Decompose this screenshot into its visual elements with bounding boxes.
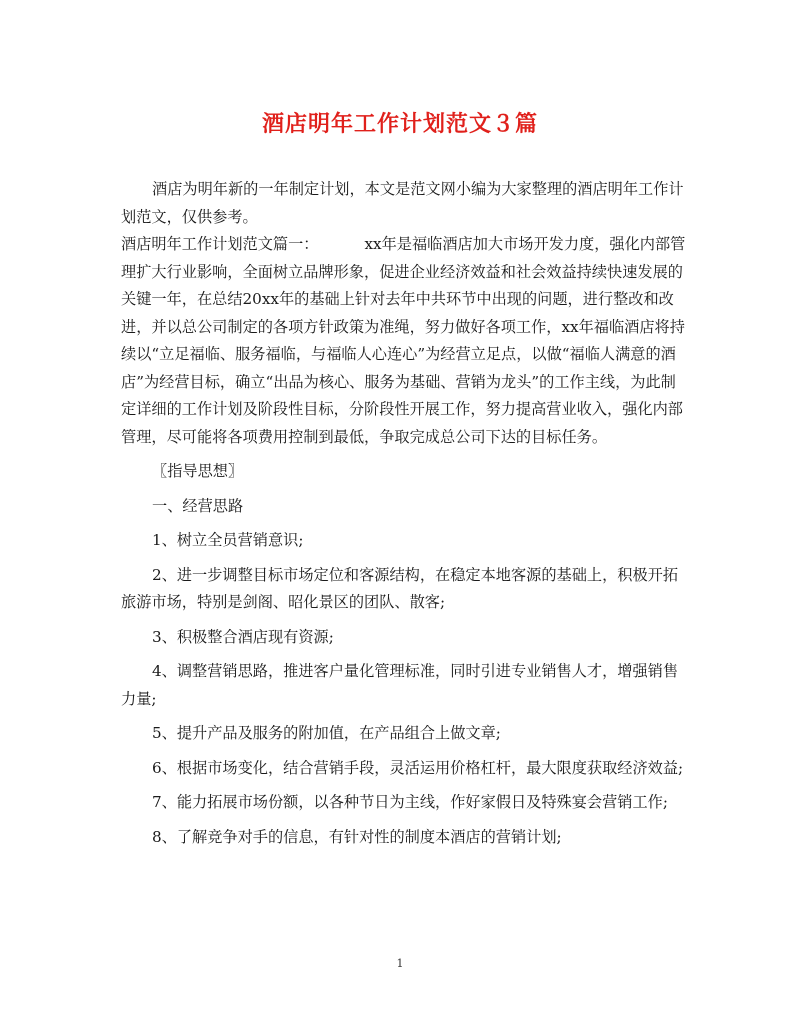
part-one-heading: 一、经营思路 [152, 496, 244, 515]
section-one-heading: 酒店明年工作计划范文篇一： [121, 235, 319, 253]
list-item: 5、提升产品及服务的附加值，在产品组合上做文章; [152, 724, 501, 742]
list-item: 6、根据市场变化，结合营销手段，灵活运用价格杠杆，最大限度获取经济效益; [152, 758, 684, 777]
list-item: 8、了解竞争对手的信息，有针对性的制度本酒店的营销计划; [152, 827, 562, 846]
list-item: 1、树立全员营销意识; [152, 531, 304, 549]
list-item: 4、调整营销思路，推进客户量化管理标准，同时引进专业销售人才，增强销售力量; [121, 662, 679, 708]
document-title: 酒店明年工作计划范文３篇 [261, 111, 538, 137]
list-item: 3、积极整合酒店现有资源; [152, 627, 334, 646]
section-one-paragraph [121, 231, 687, 451]
page-number: 1 [396, 957, 404, 970]
guiding-heading: 〖指导思想〗 [152, 462, 244, 480]
list-item: 2、进一步调整目标市场定位和客源结构，在稳定本地客源的基础上，积极开拓旅游市场，特别是剑阁、昭化景区的团队、散客; [121, 565, 679, 611]
list-item: 7、能力拓展市场份额，以各种节日为主线，作好家假日及特殊宴会营销工作; [152, 793, 668, 811]
document-body [121, 176, 687, 851]
section-one-body: xx年是福临酒店加大市场开发力度，强化内部管理扩大行业影响，全面树立品牌形象，促进企业经济效益和社会效益持续快速发展的关键一年，在总结20xx年的基础上针对去年中共环节中出现的问题，进行整改和改进，并以总公司制定的各项方针政策为准绳，努力做好各项工作，xx年福临酒店将持续以“立足福临、服务福临，与福临人心连心”为经营立足点，以做“福临人满意的酒店”为经营目标，确立“出品为核心、服务为基础、营销为龙头”的工作主线，为此制定详细的工作计划及阶段性目标，分阶段性开展工作，努力提高营业收入，强化内部管理，尽可能将各项费用控制到最低，争取完成总公司下达的目标任务。 [121, 235, 686, 446]
intro-paragraph: 酒店为明年新的一年制定计划，本文是范文网小编为大家整理的酒店明年工作计划范文，仅供参考。 [121, 180, 684, 226]
